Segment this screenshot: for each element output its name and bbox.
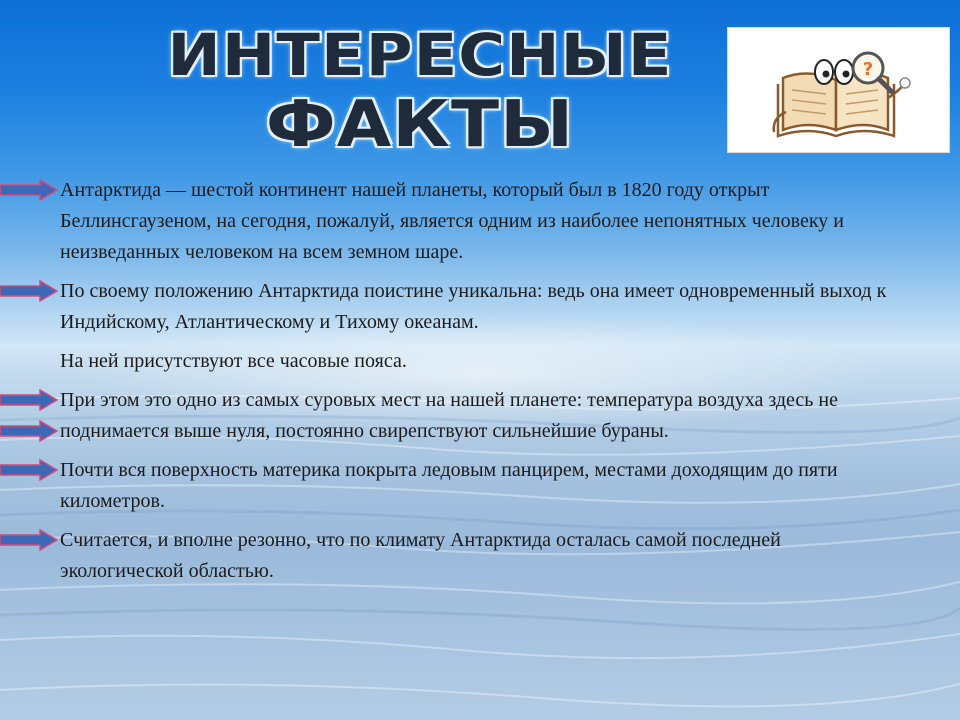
title-line-1: ИНТЕРЕСНЫЕ [167, 21, 673, 89]
arrow-right-icon [0, 529, 58, 551]
fact-item [0, 175, 960, 268]
arrow-right-icon [0, 459, 58, 481]
fact-item [0, 385, 960, 447]
fact-text: Считается, и вполне резонно, что по климату Антарктида осталась самой последней экологической областью. [60, 529, 781, 582]
facts-list [0, 175, 960, 595]
arrow-right-icon [0, 179, 58, 201]
arrow-right-icon [0, 420, 58, 442]
fact-item [0, 525, 960, 587]
fact-item [0, 455, 960, 517]
slide-title [90, 20, 750, 160]
fact-item [0, 346, 960, 377]
fact-text: По своему положению Антарктида поистине уникальна: ведь она имеет одновременный выход к Индийскому, Атлантическому и Тихому океанам. [60, 280, 887, 333]
fact-text: Антарктида — шестой континент нашей планеты, который был в 1820 году открыт Беллинсгаузеном, на сегодня, пожалуй, является одним из наиболее непонятных человеку и неизведанных человеком на всем земном шаре. [60, 179, 844, 263]
book-with-magnifier-icon [727, 27, 950, 153]
arrow-right-icon [0, 280, 58, 302]
svg-text:?: ? [862, 59, 874, 80]
fact-item [0, 276, 960, 338]
fact-text: При этом это одно из самых суровых мест на нашей планете: температура воздуха здесь не поднимается выше нуля, постоянно свирепствуют сильнейшие бураны. [60, 389, 839, 442]
title-line-2: ФАКТЫ [265, 88, 575, 162]
fact-text: Почти вся поверхность материка покрыта ледовым панцирем, местами доходящим до пяти километров. [60, 459, 838, 512]
arrow-right-icon [0, 389, 58, 411]
fact-text: На ней присутствуют все часовые пояса. [60, 350, 407, 372]
